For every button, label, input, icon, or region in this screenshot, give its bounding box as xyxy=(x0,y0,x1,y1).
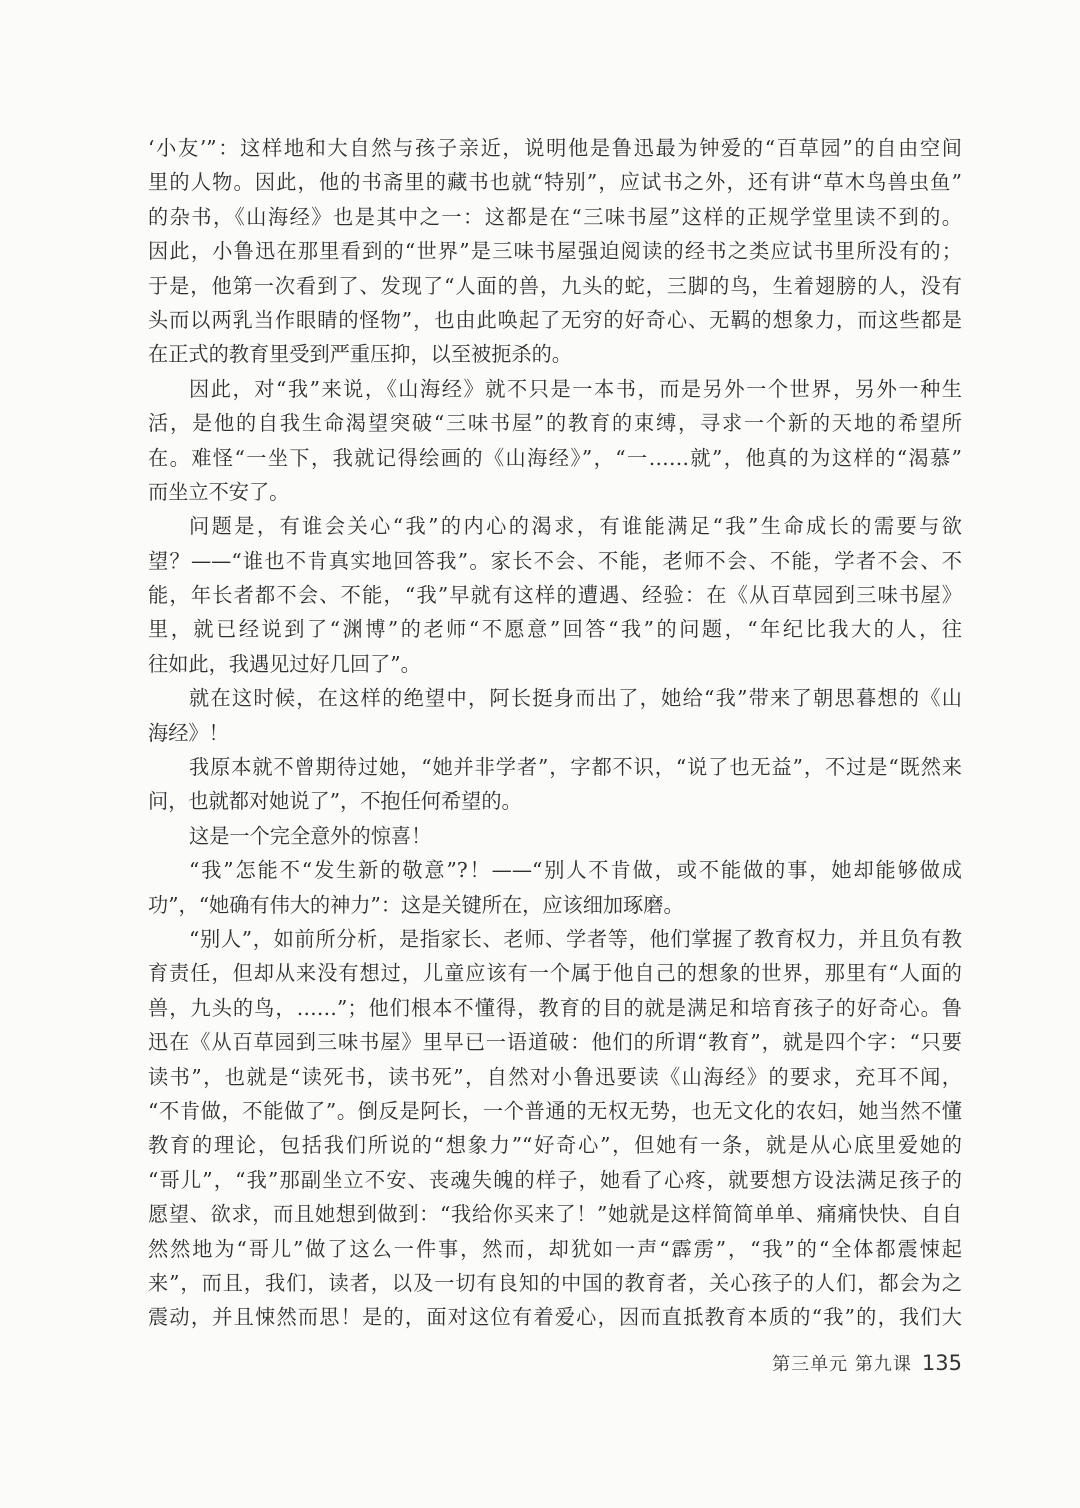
text-line: 功”，“她确有伟大的神力”：这是关键所在，应该细加琢磨。 xyxy=(148,892,684,917)
text-line: 迅在《从百草园到三味书屋》里早已一语道破：他们的所谓“教育”，就是四个字：“只要 xyxy=(148,1030,962,1055)
text-line: 育责任，但却从来没有想过，儿童应该有一个属于他自己的想象的世界，那里有“人面的 xyxy=(148,961,962,986)
text-line: 这是一个完全意外的惊喜！ xyxy=(189,823,432,848)
text-line: ‘小友’”：这样地和大自然与孩子亲近，说明他是鲁迅最为钟爱的“百草园”的自由空间 xyxy=(148,136,962,160)
text-line: 里，就已经说到了“渊博”的老师“不愿意”回答“我”的问题，“年纪比我大的人，往 xyxy=(148,617,962,642)
page-number: 135 xyxy=(921,1351,962,1375)
text-line: 因此，对“我”来说，《山海经》就不只是一本书，而是另外一个世界，另外一种生 xyxy=(189,376,962,401)
text-line: “不肯做，不能做了”。倒反是阿长，一个普通的无权无势，也无文化的农妇，她当然不懂 xyxy=(148,1098,962,1123)
text-line: 因此，小鲁迅在那里看到的“世界”是三味书屋强迫阅读的经书之类应试书里所没有的； xyxy=(148,239,962,264)
text-line: 读书”，也就是“读死书，读书死”，自然对小鲁迅要读《山海经》的要求，充耳不闻， xyxy=(148,1064,962,1089)
text-line: “我”怎能不“发生新的敬意”?！——“别人不肯做，或不能做的事，她却能够做成 xyxy=(189,858,962,883)
section-label: 第三单元 第九课 xyxy=(772,1354,912,1375)
text-line: 来”，而且，我们，读者，以及一切有良知的中国的教育者，关心孩子的人们，都会为之 xyxy=(148,1270,962,1295)
text-line: 活，是他的自我生命渴望突破“三味书屋”的教育的束缚，寻求一个新的天地的希望所 xyxy=(148,411,962,436)
text-line: 于是，他第一次看到了、发现了“人面的兽，九头的蛇，三脚的鸟，生着翅膀的人，没有 xyxy=(148,273,962,298)
text-line: “哥儿”，“我”那副坐立不安、丧魂失魄的样子，她看了心疼，就要想方设法满足孩子的 xyxy=(148,1167,962,1192)
text-line: 往如此，我遇见过好几回了”。 xyxy=(148,651,421,676)
paragraph xyxy=(148,681,962,750)
text-line: 震动，并且悚然而思！是的，面对这位有着爱心，因而直抵教育本质的“我”的，我们大 xyxy=(148,1305,962,1330)
text-line: 海经》！ xyxy=(148,720,229,745)
text-line: 愿望、欲求，而且她想到做到：“我给你买来了！”她就是这样简简单单、痛痛快快、自自 xyxy=(148,1202,962,1227)
text-line: 里的人物。因此，他的书斋里的藏书也就“特别”，应试书之外，还有讲“草木鸟兽虫鱼” xyxy=(148,170,962,195)
text-line: 问，也就都对她说了”，不抱任何希望的。 xyxy=(148,789,522,814)
text-line: 在正式的教育里受到严重压抑，以至被扼杀的。 xyxy=(148,342,572,367)
text-line: 兽，九头的鸟，……”；他们根本不懂得，教育的目的就是满足和培育孩子的好奇心。鲁 xyxy=(148,995,962,1020)
page-footer xyxy=(772,1350,962,1376)
text-line: 教育的理论，包括我们所说的“想象力”“好奇心”，但她有一条，就是从心底里爱她的 xyxy=(148,1133,962,1158)
text-line: 望？——“谁也不肯真实地回答我”。家长不会、不能，老师不会、不能，学者不会、不 xyxy=(148,548,962,573)
text-line: 我原本就不曾期待过她，“她并非学者”，字都不识，“说了也无益”，不过是“既然来 xyxy=(189,755,962,780)
text-line: 就在这时候，在这样的绝望中，阿长挺身而出了，她给“我”带来了朝思暮想的《山 xyxy=(189,686,962,711)
text-line: 头而以两乳当作眼睛的怪物”，也由此唤起了无穷的好奇心、无羁的想象力，而这些都是 xyxy=(148,307,962,332)
paragraph xyxy=(148,131,962,372)
text-line: 在。难怪“一坐下，我就记得绘画的《山海经》”，“一……就”，他真的为这样的“渴慕” xyxy=(148,445,962,470)
text-line: 能，年长者都不会、不能，“我”早就有这样的遭遇、经验：在《从百草园到三味书屋》 xyxy=(148,583,962,608)
text-line: 然然地为“哥儿”做了这么一件事，然而，却犹如一声“霹雳”，“我”的“全体都震悚起 xyxy=(148,1236,962,1261)
paragraph xyxy=(148,922,962,1335)
text-line: 的杂书，《山海经》也是其中之一：这都是在“三味书屋”这样的正规学堂里读不到的。 xyxy=(148,204,962,229)
text-line: 问题是，有谁会关心“我”的内心的渴求，有谁能满足“我”生命成长的需要与欲 xyxy=(189,514,962,539)
paragraph xyxy=(148,750,962,819)
paragraph xyxy=(148,853,962,922)
text-line: 而坐立不安了。 xyxy=(148,479,290,504)
body-text xyxy=(148,131,962,1335)
paragraph xyxy=(148,819,962,853)
text-line: “别人”，如前所分析，是指家长、老师、学者等，他们掌握了教育权力，并且负有教 xyxy=(189,926,962,951)
paragraph xyxy=(148,372,962,510)
paragraph xyxy=(148,509,962,681)
